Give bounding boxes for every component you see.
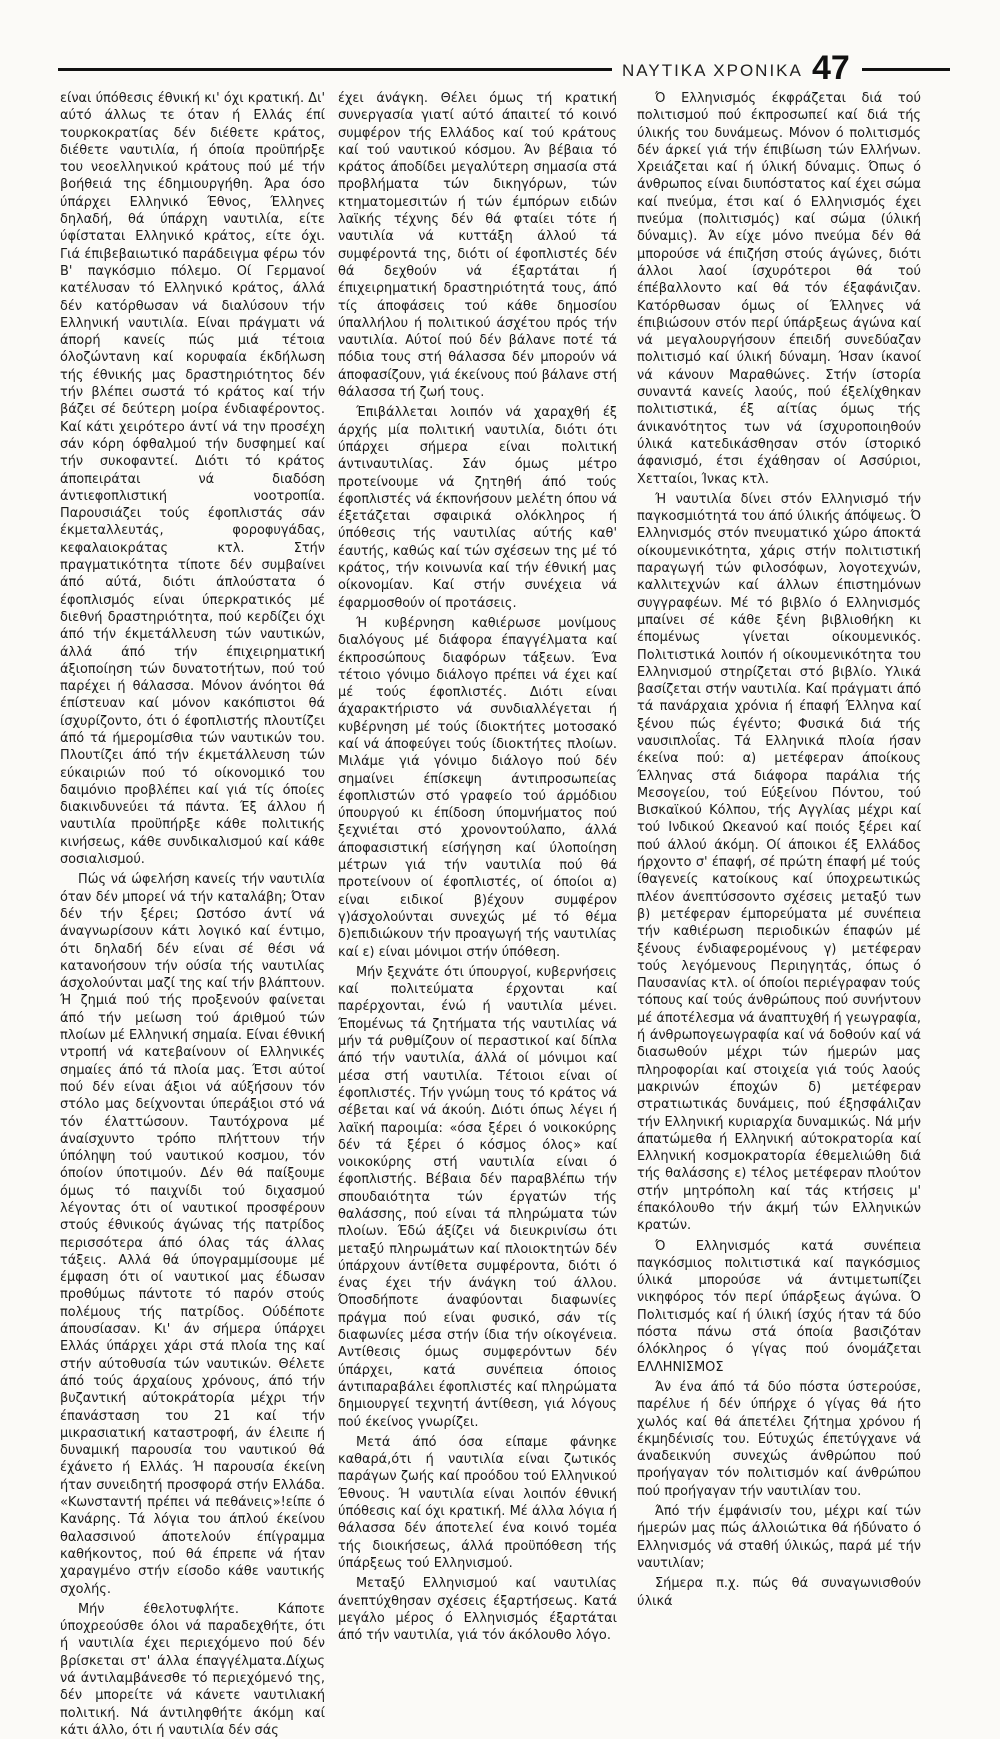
- paragraph: Μετά άπό όσα είπαμε φάνηκε καθαρά,ότι ή ναυτιλία είναι ζωτικός παράγων ζωής καί προόδου τού Ελληνικού Έθνους. Ή ναυτιλία είναι λοιπόν έθνική ύπόθεσις καί όχι κρατική. Μέ άλλα λόγια ή θάλασσα δέν άποτελεί ένα κοινό τομέα τής διοικήσεως, άλλά προϋπόθεση τής ύπάρξεως τού Ελληνισμού.: [338, 1434, 617, 1571]
- text-column-3: [637, 90, 921, 1609]
- paragraph: Πώς νά ώφελήση κανείς τήν ναυτιλία όταν δέν μπορεί νά τήν καταλάβη; Όταν δέν τήν ξέρει; Ωστόσο άντί νά άναγνωρίσουν κάτι λογικό καί έντιμο, ότι δηλαδή δέν είναι σέ θέσι νά κατανοήσουν τήν ούσία τής ναυτιλίας άσχολούνται μαζί της καί τήν βλάπτουν. Ή ζημιά πού τής προξενούν φαίνεται άπό τήν μείωση τού άριθμού τών πλοίων μέ Ελληνική σημαία. Είναι έθνική ντροπή νά κατεβαίνουν οί Ελληνικές σημαίες άπό τά πλοία μας. Έτσι αύτοί πού δέν είναι άξιοι νά αύξήσουν τόν στόλο μας δείχνονται ύπεράξιοι στό νά τόν έλαττώσουν. Ταυτόχρονα μέ άναίσχυντο τρόπο πλήττουν τήν ύπόληψη τού ναυτικού κοσμου, τόν όποίον ύποτιμούν. Δέν θά παίξουμε όμως τό παιχνίδι τού διχασμού λέγοντας ότι οί ναυτικοί προσφέρουν στούς έθνικούς άγώνας τής πατρίδος περισσότερα άπό όλας τάς άλλας τάξεις. Αλλά θά ύπογραμμίσουμε μέ έμφαση ότι οί ναυτικοί μας έδωσαν προθύμως πάντοτε τό παρόν στούς πολέμους τής πατρίδος. Ούδέποτε άπουσίασαν. Κι' άν σήμερα ύπάρχει Ελλάς ύπάρχει χάρι στά πλοία της καί στήν αύτοθυσία τών ναυτικών. Θέλετε άπό τούς άρχαίους χρόνους, άπό τήν βυζαντική αύτοκράτορία μέχρι τήν έπανάσταση του 21 καί τήν μικρασιατική καταστροφή, άν έλειπε ή δυναμική παρουσία του ναυτικού θά έχάνετο ή Ελλάς. Ή παρουσία έκείνη ήταν συνειδητή προσφορά στήν Ελλάδα. «Κωνσταντή πρέπει νά πεθάνεις»!είπε ό Κανάρης. Τά λόγια του άπλού έκείνου θαλασσινού άποτελούν έπίγραμμα καθήκοντος, πού θά έπρεπε νά ήταν χαραγμένο στήν είσοδο κάθε ναυτικής σχολής.: [60, 872, 325, 1597]
- page-header: [0, 0, 1000, 90]
- paragraph: Μήν ξεχνάτε ότι ύπουργοί, κυβερνήσεις καί πολιτεύματα έρχονται καί παρέρχονται, ένώ ή ναυτιλία μένει. Έπομένως τά ζητήματα τής ναυτιλίας νά μήν τά ρυθμίζουν οί περαστικοί καί δίπλα άπό τήν ναυτιλία, άλλά οί μόνιμοι καί μέσα στή ναυτιλία. Τέτοιοι είναι οί έφοπλιστές. Τήν γνώμη τους τό κράτος νά σέβεται καί νά άκούη. Διότι όπως λέγει ή λαϊκή παροιμία: «όσα ξέρει ό νοικοκύρης δέν τά ξέρει ό κόσμος όλος» καί νοικοκύρης στή ναυτιλία είναι ό έφοπλιστής. Βέβαια δέν παραβλέπω τήν σπουδαιότητα τών έργατών τής θαλάσσης, πού είναι τά πληρώματα τών πλοίων. Έδώ άξίζει νά διευκρινίσω ότι μεταξύ πληρωμάτων καί πλοιοκτητών δέν ύπάρχουν άντίθετα συμφέροντα, διότι ό ένας έχει τήν άνάγκη τού άλλου. Όποσδήποτε άναφύονται διαφωνίες πράγμα πού είναι φυσικό, σάν τίς διαφωνίες μέσα στήν ίδια τήν οίκογένεια. Αντίθεσις όμως συμφερόντων δέν ύπάρχει, κατά συνέπεια όποιος άντιπαραβάλει έφοπλιστές καί πληρώματα δημιουργεί τεχνητή άντίθεση, γιά λόγους πού έκείνος γνωρίζει.: [338, 964, 617, 1430]
- text-column-1: [60, 90, 325, 1738]
- paragraph: Μήν έθελοτυφλήτε. Κάποτε ύποχρεούσθε όλοι νά παραδεχθήτε, ότι ή ναυτιλία έχει περιεχόμενο πού δέν βρίσκεται στ' άλλα έπαγγέλματα.Δίχως νά άντιλαμβάνεσθε τό περιεχόμενό της, δέν μπορείτε νά κάνετε ναυτιλιακή πολιτική. Νά άντιληφθήτε άκόμη καί κάτι άλλο, ότι ή ναυτιλία δέν σάς: [60, 1601, 325, 1738]
- paragraph: Σήμερα π.χ. πώς θά συναγωνισθούν ύλικά: [637, 1576, 921, 1609]
- paragraph: Έπιβάλλεται λοιπόν νά χαραχθή έξ άρχής μία πολιτική ναυτιλία, διότι ότι ύπάρχει σήμερα είναι πολιτική άντιναυτιλίας. Σάν όμως μέτρο προτείνουμε νά ζητηθή άπό τούς έφοπλιστές νά έκπονήσουν μελέτη όπου νά έξετάζεται σφαιρικά ολόκληρος ή ύπόθεσις τής ναυτιλίας αύτής καθ' έαυτής, καθώς καί τών σχέσεων της μέ τό κράτος, τήν κοινωνία καί τήν έθνική μας οίκονομίαν. Καί στήν συνέχεια νά έφαρμοσθούν οί προτάσεις.: [338, 405, 617, 611]
- text-column-2: [338, 90, 617, 1644]
- page-number: 47: [812, 49, 850, 87]
- paragraph: Ό Ελληνισμός έκφράζεται διά τού πολιτισμού πού έκπροσωπεί καί διά τής ύλικής του δυνάμεως. Μόνον ό πολιτισμός δέν άρκεί γιά τήν έπιβίωση τών Ελλήνων. Χρειάζεται καί ή ύλική δύναμις. Όπως ό άνθρωπος είναι διυπόστατος καί έχει σώμα καί πνεύμα, έτσι καί ό Ελληνισμός έχει πνεύμα (πολιτισμός) καί σώμα (ύλική δύναμις). Άν είχε μόνο πνεύμα δέν θά μπορούσε νά έπιζήση στούς άγώνες, διότι άλλοι λαοί ίσχυρότεροι θά τού έπέβαλλοντο καί θά τόν έξαφάνιζαν. Κατόρθωσαν όμως οί Έλληνες νά έπιβιώσουν στόν περί ύπάρξεως άγώνα καί νά μεγαλουργήσουν έπειδή συνεδύαζαν πολιτισμό καί ύλική δύναμη. Ήσαν ίκανοί νά κάνουν Μαραθώνες. Στήν ίστορία συναντά κανείς λαούς, πού έξελίχθηκαν πολιτιστικά, έξ αίτίας όμως τής άνικανότητος των νά ίσχυροποιηθούν ύλικά κατεδικάσθησαν στόν ίστορικό άφανισμό, έτσι έχάθησαν οί Ασσύριοι, Χετταίοι, Ίνκας κτλ.: [637, 91, 921, 487]
- paragraph: είναι ύπόθεσις έθνική κι' όχι κρατική. Δι' αύτό άλλως τε όταν ή Ελλάς έπί τουρκοκρατίας δέν διέθετε κράτος, διέθετε ναυτιλία, ή όποία προϋπήρξε του νεοελληνικού κράτους πού μέ τήν βοήθειά της έδημιουργήθη. Άρα όσο ύπάρχει Ελληνικό Έθνος, Έλληνες δηλαδή, θά ύπάρχη ναυτιλία, είτε ύφίσταται Ελληνικό κράτος, είτε όχι. Γιά έπιβεβαιωτικό παράδειγμα φέρω τόν Β' παγκόσμιο πόλεμο. Οί Γερμανοί κατέλυσαν τό Ελληνικό κράτος, άλλά δέν κατόρθωσαν νά διαλύσουν τήν Ελληνική ναυτιλία. Είναι πράγματι νά άπορή κανείς πώς μιά τέτοια όλοζώντανη καί κορυφαία έκδήλωση τής έθνικής μας δραστηριότητος δέν τήν βλέπει σωστά τό κράτος καί τήν βάζει σέ δεύτερη μοίρα ένδιαφέροντος. Καί κάτι χειρότερο άντί νά την προσέχη σάν κόρη όφθαλμού τήν δυσφημεί καί τήν συκοφαντεί. Διότι τό κράτος άποπειράται νά διαδόση άντιεφοπλιστική νοοτροπία. Παρουσιάζει τούς έφοπλιστάς σάν έκμεταλλευτάς, φοροφυγάδας, κεφαλαιοκράτας κτλ. Στήν πραγματικότητα τίποτε δέν συμβαίνει άπό αύτά, διότι άπλούστατα ό έφοπλισμός είναι ύπερκρατικός μέ διεθνή δραστηριότητα, πού κερδίζει όχι άπό τήν έκμετάλλευση τών ναυτικών, άλλά άπό τήν έπιχειρηματική άξιοποίηση τών δυνατοτήτων, πού τού παρέχει ή θάλασσα. Μόνον άνόητοι θά έπίστευαν καί μόνον κακόπιστοι θά ίσχυρίζοντο, ότι ό έφοπλιστής πλουτίζει άπό τά ήμερομίσθια τών ναυτικών του. Πλουτίζει άπό τήν έκμετάλλευση τών εύκαιριών πού τό οίκονομικό του δαιμόνιο προβλέπει καί γιά τίς όποίες διακινδυνεύει τά πάντα. Έξ άλλου ή ναυτιλία προϋπήρξε κάθε πολιτικής κινήσεως, κάθε συνδικαλισμού καί κάθε σοσιαλισμού.: [60, 91, 325, 868]
- paragraph: Άν ένα άπό τά δύο πόστα ύστερούσε, παρέλυε ή δέν ύπήρχε ό γίγας θά ήτο χωλός καί θά άπετέλει ζήτημα χρόνου ή έκμηδένισίς του. Εύτυχώς έπετύγχανε νά άναδεικνύη συνεχώς άνθρώπου πού προήγαγαν τόν πολιτισμόν καί άνθρώπου πού προήγαγαν τήν ναυτιλίαν του.: [637, 1379, 921, 1499]
- paragraph: Ή ναυτιλία δίνει στόν Ελληνισμό τήν παγκοσμιότητά του άπό ύλικής άπόψεως. Ό Ελληνισμός στόν πνευματικό χώρο άποκτά οίκουμενικότητα, χάρις στήν πολιτιστική παραγωγή τών φιλοσόφων, λογοτεχνών, καλλιτεχνών καί άλλων έπιστημόνων συγγραφέων. Μέ τό βιβλίο ό Ελληνισμός μπαίνει σέ κάθε ξένη βιβλιοθήκη κι έπομένως γίνεται οίκουμενικός. Πολιτιστικά λοιπόν ή οίκουμενικότητα του Ελληνισμού στηρίζεται στό βιβλίο. Υλικά βασίζεται στήν ναυτιλία. Καί πράγματι άπό τά πανάρχαια χρόνια ή έπαφή Έλληνα καί ξένου πώς έγέντο; Φυσικά διά τής ναυσιπλοΐας. Τά Ελληνικά πλοία ήσαν έκείνα πού: α) μετέφεραν άποίκους Έλληνας στά διάφορα παράλια τής Μεσογείου, τού Εύξείνου Πόντου, τού Βισκαϊκού Κόλπου, τής Αγγλίας μέχρι καί τού Ινδικού Ωκεανού καί ποιός ξέρει καί πού άλλού άκόμη. Οί άποικοι έξ Ελλάδος ήρχοντο σ' έπαφή, σέ πρώτη έπαφή μέ τούς ίθαγενείς κατοίκους καί ύποχρεωτικώς πλέον άνεπτύσσοντο σχέσεις μεταξύ των β) μετέφεραν έμπορεύματα μέ συνέπεια τήν καθιέρωση περιοδικών έπαφών μέ ξένους ένδιαφερομένους γ) μετέφεραν τούς λεγόμενους Περιηγητάς, όπως ό Παυσανίας κτλ. οί όποίοι περιέγραφαν τούς τόπους καί τούς άνθρώπους πού συνήντουν μέ άποτέλεσμα νά άναπτυχθή ή γεωγραφία, ή άνθρωπογεωγραφία καί νά δοθούν καί νά διασωθούν μέχρι τών ήμερών μας πληροφορίαι καί στοιχεία γιά τούς λαούς μακρινών έποχών δ) μετέφεραν στρατιωτικάς δυνάμεις, πού έξησφάλιζαν τήν Ελληνική κυριαρχία δυναμικώς. Νά μήν άπατώμεθα ή Ελληνική αύτοκρατορία καί Ελληνική κοσμοκρατορία έθεμελιώθη διά τής θαλάσσης ε) τέλος μετέφεραν πλούτον στήν μητρόπολη καί τάς κτήσεις μ' έπακόλουθο τήν άκμή τών Ελληνικών κρατών.: [637, 491, 921, 1234]
- header-rule-left: [58, 68, 612, 71]
- paragraph: Ή κυβέρνηση καθιέρωσε μονίμους διαλόγους μέ διάφορα έπαγγέλματα καί έκπροσώπους διαφόρων τάξεων. Ένα τέτοιο γόνιμο διάλογο πρέπει νά έχει καί μέ τούς έφοπλιστές. Διότι είναι άχαρακτήριστο νά συνδιαλλέγεται ή κυβέρνηση μέ τούς ίδιοκτήτες μοτοσακό καί νά άποφεύγει τούς ίδιοκτήτες πλοίων. Μιλάμε γιά γόνιμο διάλογο πού δέν σημαίνει έπίσκεψη άντιπροσωπείας έφοπλιστών στό γραφείο τού άρμόδιου ύπουργού κι έπίδοση ύπομνήματος πού ξεχνιέται στό χρονοντούλαπο, άλλά άποφασιστική είσήγηση καί ύλοποίηση μέτρων γιά τήν ναυτιλία πού θά προτείνουν οί έφοπλιστές, οί όποίοι α) είναι ειδικοί β)έχουν συμφέρον γ)άσχολούνται συνεχώς μέ τό θέμα δ)επιδιώκουν τήν προαγωγή τής ναυτιλίας καί ε) είναι μόνιμοι στήν ύπόθεση.: [338, 615, 617, 960]
- paragraph: Άπό τήν έμφάνισίν του, μέχρι καί τών ήμερών μας πώς άλλοιώτικα θά ήδύνατο ό Ελληνισμός νά σταθή ύλικώς, παρά μέ τήν ναυτιλίαν;: [637, 1504, 921, 1571]
- paragraph: Μεταξύ Ελληνισμού καί ναυτιλίας άνεπτύχθησαν σχέσεις έξαρτήσεως. Κατά μεγάλο μέρος ό Ελληνισμός έξαρτάται άπό τήν ναυτιλία, γιά τόν άκόλουθο λόγο.: [338, 1576, 617, 1644]
- magazine-title: ΝΑΥΤΙΚΑ ΧΡΟΝΙΚΑ: [622, 61, 803, 80]
- paragraph: Ό Ελληνισμός κατά συνέπεια παγκόσμιος πολιτιστικά καί παγκόσμιος ύλικά μπορούσε νά άντιμετωπίζει νικηφόρος τόν περί ύπάρξεως άγώνα. Ό Πολιτισμός καί ή ύλική ίσχύς ήταν τά δύο πόστα πάνω στά όποία βασιζόταν όλόκληρος ό γίγας πού όνομάζεται ΕΛΛΗΝΙΣΜΟΣ: [637, 1238, 921, 1375]
- paragraph: έχει άνάγκη. Θέλει όμως τή κρατική συνεργασία γιατί αύτό άπαιτεί τό κοινό συμφέρον τής Ελλάδος καί τού κράτους καί τού ναυτικού κόσμου. Άν βέβαια τό κράτος άποδίδει μεγαλύτερη σημασία στά προβλήματα τών δικηγόρων, τών κτηματομεσιτών ή τών έμπόρων ειδών λαϊκής τέχνης δέν θά φταίει τότε ή ναυτιλία νά κυττάξη άλλού τά συμφέροντά της, διότι οί έφοπλιστές δέν θά δεχθούν νά έξαρτάται ή έπιχειρηματική δραστηριότητά τους, άπό τίς άποφάσεις τού κάθε δημοσίου ύπαλλήλου ή πολιτικού άσχέτου πρός τήν ναυτιλία. Αύτοί πού δέν βάλανε ποτέ τά πόδια τους στή θάλασσα δέν μπορούν νά άποφασίζουν, γιά έκείνους πού βάλανε στή θάλασσα τή ζωή τους.: [338, 91, 617, 401]
- header-rule-right: [862, 68, 950, 71]
